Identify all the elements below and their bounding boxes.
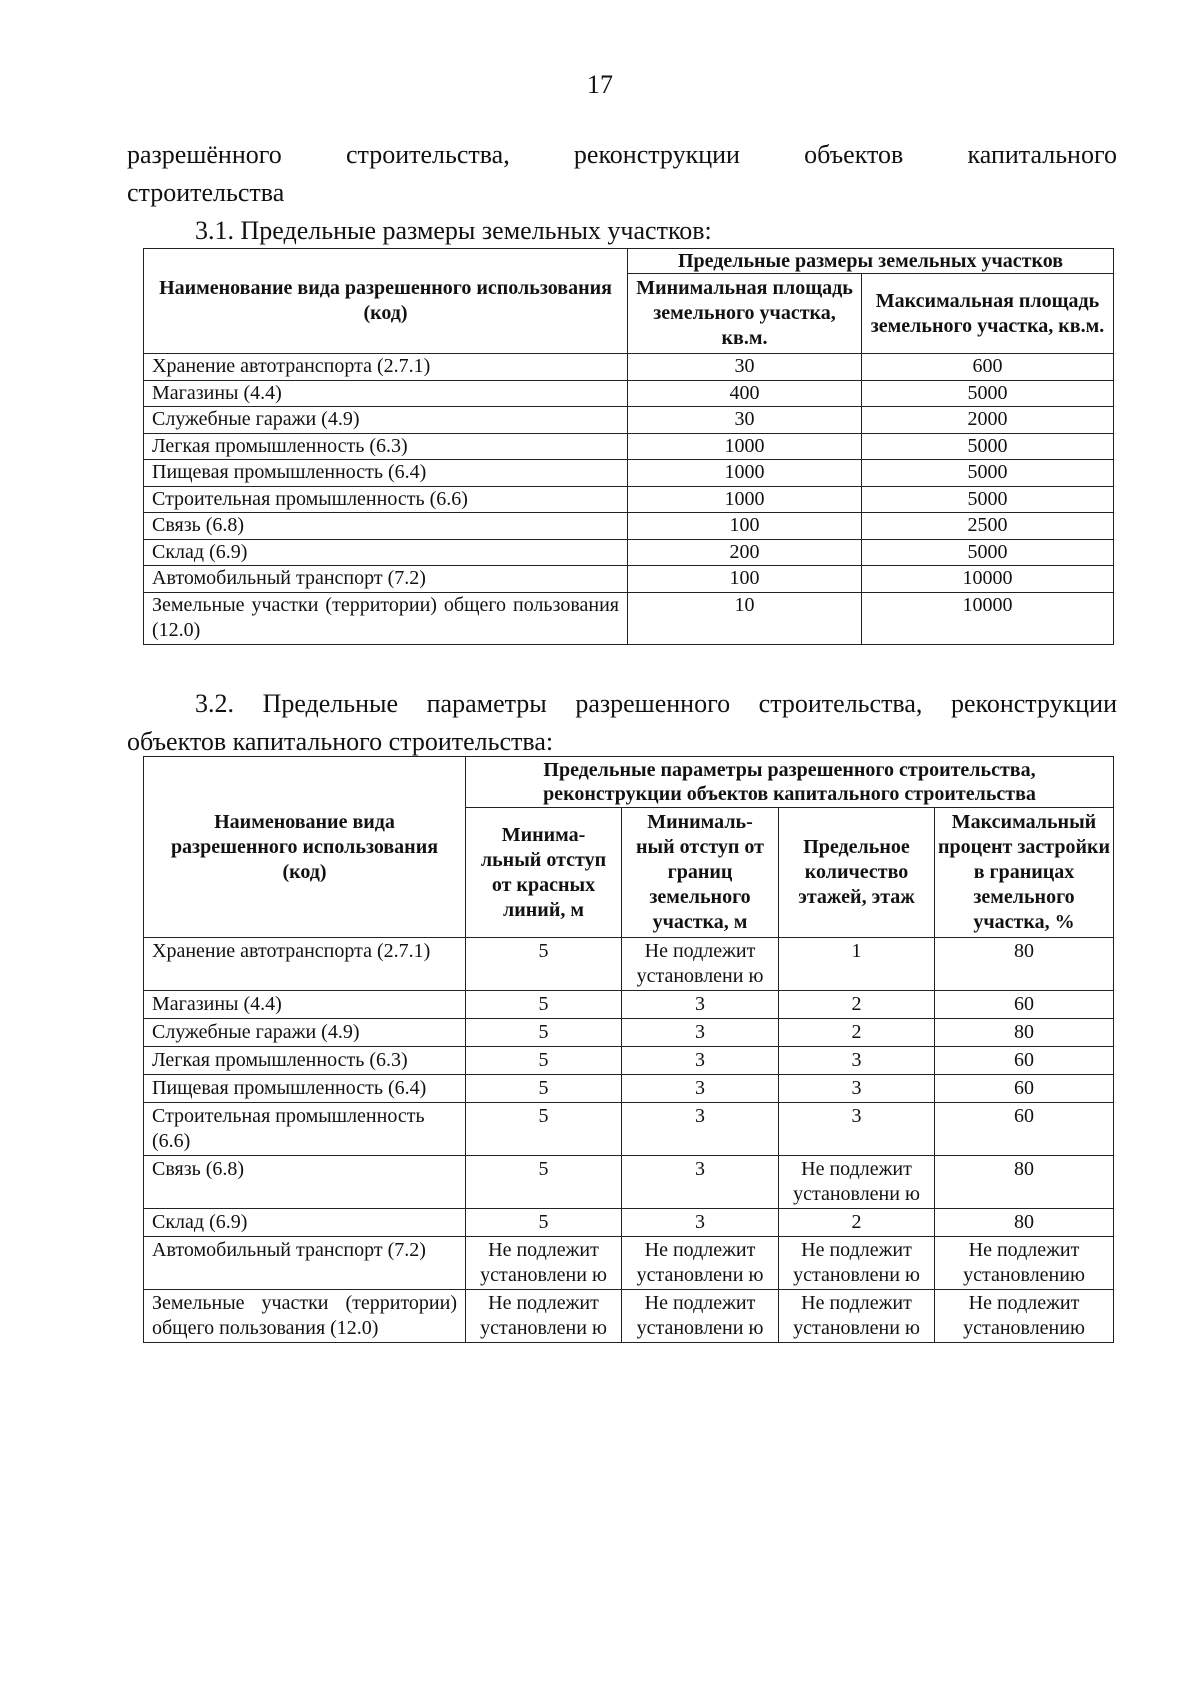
cell-min-area: 30 <box>628 407 862 434</box>
cell-use-type: Склад (6.9) <box>144 1209 466 1237</box>
cell-use-type: Хранение автотранспорта (2.7.1) <box>144 938 466 991</box>
header-max-area: Максимальная площадь земельного участка, кв.м. <box>862 274 1114 354</box>
cell-floor-count: 2 <box>779 1019 935 1047</box>
table-row <box>144 1156 1114 1209</box>
table-row <box>144 1237 1114 1290</box>
cell-floor-count: 2 <box>779 1209 935 1237</box>
cell-max-area: 5000 <box>862 460 1114 487</box>
section-word: разрешенного <box>575 689 731 718</box>
table-row <box>144 1103 1114 1156</box>
header-group-sizes: Предельные размеры земельных участков <box>628 249 1114 274</box>
intro-word: реконструкции <box>573 140 740 169</box>
construction-parameters-table <box>143 756 1114 1343</box>
section-3-2-paragraph <box>127 685 1117 761</box>
intro-word: объектов <box>804 140 904 169</box>
cell-boundary-setback: 3 <box>622 1103 779 1156</box>
cell-use-type: Легкая промышленность (6.3) <box>144 1047 466 1075</box>
cell-boundary-setback: Не подлежит установлени ю <box>622 1237 779 1290</box>
header-max-coverage: Максимальный процент застройки в границах земельного участка, % <box>935 808 1114 938</box>
cell-min-area: 30 <box>628 354 862 381</box>
cell-use-type: Строительная промышленность (6.6) <box>144 1103 466 1156</box>
table-row <box>144 486 1114 513</box>
cell-max-area: 5000 <box>862 486 1114 513</box>
cell-max-coverage: 60 <box>935 1103 1114 1156</box>
cell-min-area: 1000 <box>628 486 862 513</box>
cell-boundary-setback: 3 <box>622 1019 779 1047</box>
cell-use-type: Служебные гаражи (4.9) <box>144 407 628 434</box>
cell-min-area: 10 <box>628 592 862 644</box>
land-plot-size-table <box>143 248 1114 645</box>
table-row <box>144 460 1114 487</box>
table-row <box>144 354 1114 381</box>
table-row <box>144 539 1114 566</box>
section-word: параметры <box>426 689 547 718</box>
cell-boundary-setback: 3 <box>622 991 779 1019</box>
cell-max-coverage: 60 <box>935 1047 1114 1075</box>
cell-boundary-setback: Не подлежит установлени ю <box>622 938 779 991</box>
intro-word: разрешённого <box>127 140 282 169</box>
header-boundary-setback: Минималь-ный отступ от границ земельного участка, м <box>622 808 779 938</box>
table-row <box>144 592 1114 644</box>
cell-use-type: Строительная промышленность (6.6) <box>144 486 628 513</box>
cell-floor-count: Не подлежит установлени ю <box>779 1290 935 1343</box>
cell-red-line-setback: Не подлежит установлени ю <box>466 1290 622 1343</box>
cell-floor-count: 2 <box>779 991 935 1019</box>
cell-max-area: 10000 <box>862 566 1114 593</box>
cell-max-area: 5000 <box>862 539 1114 566</box>
intro-word: капитального <box>967 140 1117 169</box>
cell-floor-count: 3 <box>779 1047 935 1075</box>
cell-max-coverage: 60 <box>935 1075 1114 1103</box>
table-row <box>144 1075 1114 1103</box>
cell-max-coverage: Не подлежит установлению <box>935 1290 1114 1343</box>
section-3-1-heading: 3.1. Предельные размеры земельных участков: <box>195 216 712 245</box>
cell-boundary-setback: Не подлежит установлени ю <box>622 1290 779 1343</box>
cell-red-line-setback: 5 <box>466 1156 622 1209</box>
cell-max-coverage: 80 <box>935 1209 1114 1237</box>
table-row <box>144 566 1114 593</box>
cell-red-line-setback: 5 <box>466 1019 622 1047</box>
cell-min-area: 1000 <box>628 433 862 460</box>
cell-use-type: Легкая промышленность (6.3) <box>144 433 628 460</box>
cell-min-area: 100 <box>628 513 862 540</box>
cell-use-type: Служебные гаражи (4.9) <box>144 1019 466 1047</box>
header-red-line-setback: Минима-льный отступ от красных линий, м <box>466 808 622 938</box>
header-use-type: Наименование вида разрешенного использования (код) <box>144 249 628 354</box>
cell-max-area: 10000 <box>862 592 1114 644</box>
cell-red-line-setback: 5 <box>466 1103 622 1156</box>
table-header-row <box>144 757 1114 808</box>
cell-floor-count: Не подлежит установлени ю <box>779 1237 935 1290</box>
cell-max-area: 5000 <box>862 433 1114 460</box>
table-row <box>144 1290 1114 1343</box>
table-row <box>144 1209 1114 1237</box>
intro-word: строительства, <box>345 140 510 169</box>
table-row <box>144 991 1114 1019</box>
cell-floor-count: 3 <box>779 1103 935 1156</box>
cell-floor-count: 1 <box>779 938 935 991</box>
cell-red-line-setback: Не подлежит установлени ю <box>466 1237 622 1290</box>
section-3-2-line-2: объектов капитального строительства: <box>127 727 554 756</box>
cell-use-type: Земельные участки (территории) общего пользования (12.0) <box>144 1290 466 1343</box>
cell-max-area: 2000 <box>862 407 1114 434</box>
cell-max-coverage: 60 <box>935 991 1114 1019</box>
cell-use-type: Магазины (4.4) <box>144 380 628 407</box>
section-word: Предельные <box>262 689 399 718</box>
page-number: 17 <box>587 70 613 99</box>
cell-boundary-setback: 3 <box>622 1156 779 1209</box>
cell-boundary-setback: 3 <box>622 1209 779 1237</box>
intro-line-2: строительства <box>127 178 285 207</box>
table-row <box>144 407 1114 434</box>
cell-boundary-setback: 3 <box>622 1075 779 1103</box>
cell-red-line-setback: 5 <box>466 1209 622 1237</box>
section-word: реконструкции <box>950 689 1117 718</box>
cell-use-type: Автомобильный транспорт (7.2) <box>144 566 628 593</box>
cell-use-type: Пищевая промышленность (6.4) <box>144 460 628 487</box>
cell-floor-count: 3 <box>779 1075 935 1103</box>
cell-red-line-setback: 5 <box>466 938 622 991</box>
cell-boundary-setback: 3 <box>622 1047 779 1075</box>
cell-min-area: 400 <box>628 380 862 407</box>
cell-max-coverage: Не подлежит установлению <box>935 1237 1114 1290</box>
table-row <box>144 433 1114 460</box>
header-group-parameters: Предельные параметры разрешенного строительства, реконструкции объектов капитального строительства <box>466 757 1114 808</box>
cell-max-area: 5000 <box>862 380 1114 407</box>
cell-max-area: 600 <box>862 354 1114 381</box>
cell-max-area: 2500 <box>862 513 1114 540</box>
cell-use-type: Связь (6.8) <box>144 513 628 540</box>
cell-use-type: Магазины (4.4) <box>144 991 466 1019</box>
section-word: строительства, <box>758 689 923 718</box>
table-row <box>144 938 1114 991</box>
cell-red-line-setback: 5 <box>466 991 622 1019</box>
table-header-row <box>144 249 1114 274</box>
cell-max-coverage: 80 <box>935 1156 1114 1209</box>
cell-floor-count: Не подлежит установлени ю <box>779 1156 935 1209</box>
intro-paragraph <box>127 136 1117 250</box>
table-row <box>144 1019 1114 1047</box>
cell-red-line-setback: 5 <box>466 1047 622 1075</box>
header-use-type: Наименование вида разрешенного использования (код) <box>144 757 466 938</box>
cell-use-type: Хранение автотранспорта (2.7.1) <box>144 354 628 381</box>
intro-line-1 <box>127 136 1117 174</box>
cell-min-area: 1000 <box>628 460 862 487</box>
section-word: 3.2. <box>195 689 234 718</box>
cell-min-area: 200 <box>628 539 862 566</box>
section-3-2-line-1 <box>127 685 1117 723</box>
table-row <box>144 513 1114 540</box>
cell-red-line-setback: 5 <box>466 1075 622 1103</box>
cell-use-type: Связь (6.8) <box>144 1156 466 1209</box>
header-floor-count: Предельное количество этажей, этаж <box>779 808 935 938</box>
cell-use-type: Пищевая промышленность (6.4) <box>144 1075 466 1103</box>
cell-use-type: Земельные участки (территории) общего пользования (12.0) <box>144 592 628 644</box>
cell-use-type: Склад (6.9) <box>144 539 628 566</box>
cell-use-type: Автомобильный транспорт (7.2) <box>144 1237 466 1290</box>
table-row <box>144 380 1114 407</box>
cell-min-area: 100 <box>628 566 862 593</box>
cell-max-coverage: 80 <box>935 1019 1114 1047</box>
cell-max-coverage: 80 <box>935 938 1114 991</box>
header-min-area: Минимальная площадь земельного участка, кв.м. <box>628 274 862 354</box>
table-row <box>144 1047 1114 1075</box>
